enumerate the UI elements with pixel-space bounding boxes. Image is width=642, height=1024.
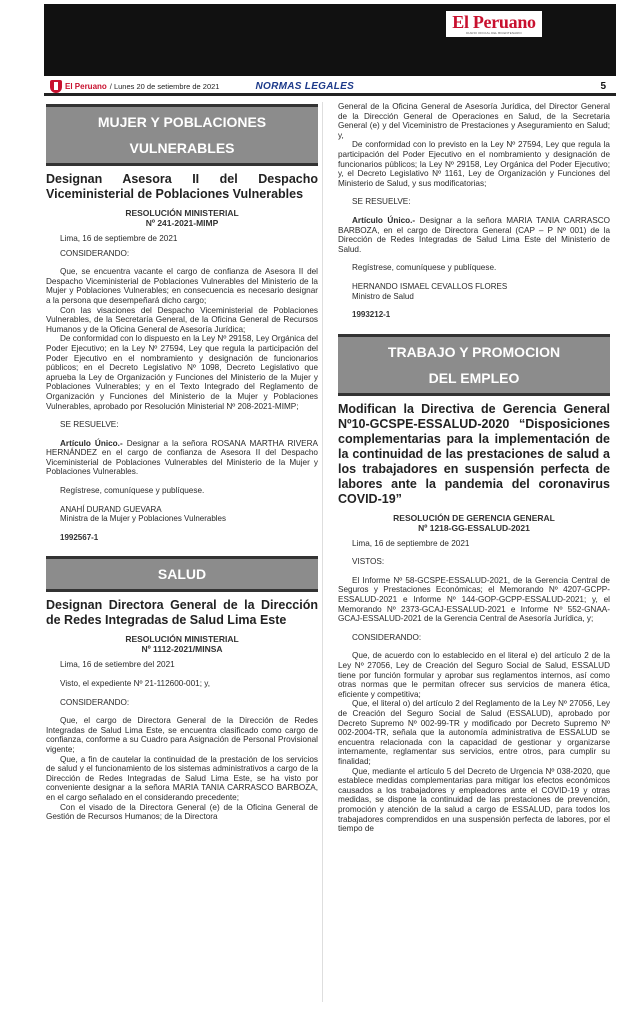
paragraph: Que, de acuerdo con lo establecido en el literal e) del artículo 2 de la Ley Nº 27056, Ley de Creación del Seguro Social de Salud, ESSALUD tiene por función formular y aprobar sus reglamentos internos, así como otras normas que le permitan ofrecer sus servicios de manera ética, eficiente y competitiva; (338, 651, 610, 699)
header-date: / Lunes 20 de setiembre de 2021 (109, 82, 220, 91)
page-number: 5 (600, 81, 606, 92)
paragraph: Que, a fin de cautelar la continuidad de la prestación de los servicios de salud y el funcionamiento de los sistemas administrativos a cargo de la Dirección de Redes Integradas de Salud Lima Este, se ha visto por conveniente designar a la señora MARIA TANIA CARRASCO BARBOZA, en el cargo señalado en el considerando precedente; (46, 754, 318, 802)
paragraph: De conformidad con lo dispuesto en la Ley Nº 29158, Ley Orgánica del Poder Ejecutivo; en la Ley Nº 27594, Ley que regula la participación del Poder Ejecutivo en el nombramiento y designación de funcionarios públicos; en el Decreto Legislativo Nº 1098, Decreto Legislativo que aprueba la Ley de Organización y Funciones del Ministerio de la Mujer y Poblaciones Vulnerables; y en el Texto Integrado del Reglamento de Organización y Funciones del Ministerio de la Mujer y Poblaciones Vulnerables, aprobado por Resolución Ministerial Nº 208-2021-MIMP; (46, 334, 318, 411)
place-date: Lima, 16 de septiembre de 2021 (352, 538, 470, 548)
left-column (46, 104, 318, 822)
considerando-label: CONSIDERANDO: (60, 248, 130, 258)
paragraph: Que, el cargo de Directora General de la Dirección de Redes Integradas de Salud Lima Este, se encuentra clasificado como cargo de confianza, conforme a su Cuadro para Asignación de Personal Provisional vigente; (46, 716, 318, 754)
paragraph: De conformidad con lo previsto en la Ley Nº 27594, Ley que regula la participación del Poder Ejecutivo en el nombramiento y designación de funcionarios públicos; la Ley Nº 29158, Ley Orgánica del Poder Ejecutivo; y, el Decreto Legislativo Nº 1161, Ley de Organización y Funciones del Ministerio de Salud, y sus modificatorias; (338, 140, 610, 188)
article-clause: Artículo Único.- Designar a la señora ROSANA MARTHA RIVERA HERNÁNDEZ en el cargo de confianza de Asesora II del Despacho Viceministerial de Poblaciones Vulnerables del Ministerio de la Mujer y Poblaciones Vulnerables. (46, 438, 318, 477)
article-headline: Designan Directora General de la Dirección de Redes Integradas de Salud Lima Este (46, 598, 318, 628)
resolution-title: RESOLUCIÓN MINISTERIAL Nº 1112-2021/MINSA (125, 634, 239, 655)
section-mujer: MUJER Y POBLACIONES VULNERABLES (46, 104, 318, 166)
section-trabajo: TRABAJO Y PROMOCION DEL EMPLEO (338, 334, 610, 396)
article-clause: Artículo Único.- Designar a la señora MARIA TANIA CARRASCO BARBOZA, en el cargo de Directora General (CAP – P Nº 001) de la Dirección de Redes Integradas de Salud Lima Este del Ministerio de Salud. (338, 215, 610, 254)
considerando-label: CONSIDERANDO: (60, 697, 130, 707)
place-date: Lima, 16 de septiembre de 2021 (60, 234, 178, 243)
signer-name: HERNANDO ISMAEL CEVALLOS FLORES (352, 281, 508, 291)
vistos-label: VISTOS: (352, 557, 385, 567)
coat-of-arms-icon (50, 80, 62, 93)
se-resuelve-label: SE RESUELVE: (352, 197, 411, 207)
closing-formula: Regístrese, comuníquese y publíquese. (60, 486, 205, 496)
paragraph: Con el visado de la Directora General (e) de la Oficina General de Gestión de Recursos Humanos; de la Directora (46, 802, 318, 822)
header-publication: El Peruano (65, 82, 107, 91)
signer-title: Ministro de Salud (352, 291, 414, 301)
page-header (44, 80, 616, 96)
document-code: 1993212-1 (352, 310, 391, 320)
place-date: Lima, 16 de setiembre del 2021 (60, 660, 175, 670)
column-divider (322, 102, 323, 1002)
section-salud: SALUD (46, 556, 318, 592)
signer-title: Ministra de la Mujer y Poblaciones Vulnerables (60, 514, 227, 524)
newspaper-page (44, 4, 616, 1010)
se-resuelve-label: SE RESUELVE: (60, 420, 119, 430)
masthead-band (44, 4, 616, 76)
signer-name: ANAHÍ DURAND GUEVARA (60, 504, 162, 514)
document-code: 1992567-1 (60, 532, 99, 542)
paragraph: El Informe Nº 58-GCSPE-ESSALUD-2021, de la Gerencia Central de Seguros y Prestaciones Económicas; el Memorando Nº 4207-GCPP-ESSALUD-2021 e Informe Nº 144-GOP-GCPP-ESSALUD-2021; y, el Memorando Nº 2373-GCAJ-ESSALUD-2021 e Informe Nº 552-GNAA-GCAJ-ESSALUD-2021 de la Gerencia Central de Asesoría Jurídica, y; (338, 575, 610, 624)
visto-line: Visto, el expediente Nº 21-112600-001; y, (60, 679, 211, 689)
paragraph: Que, mediante el artículo 5 del Decreto de Urgencia Nº 038-2020, que establece medidas complementarias para mitigar los efectos económicos causados a los trabajadores y empleadores ante el COVID-19 y otras medidas, se dispone la continuidad de las prestaciones de prevención, promoción y atención de la salud a cargo de ESSALUD, para todos los trabajadores comprendidos en una suspensión perfecta de labores, por el tiempo de (338, 766, 610, 834)
el-peruano-logo: El Peruano DIARIO OFICIAL DEL BICENTENARIO (446, 11, 542, 37)
article-headline: Designan Asesora II del Despacho Viceministerial de Poblaciones Vulnerables (46, 172, 318, 201)
header-section: NORMAS LEGALES (255, 81, 355, 92)
considerando-label: CONSIDERANDO: (352, 632, 422, 642)
closing-formula: Regístrese, comuníquese y publíquese. (352, 263, 497, 273)
resolution-title: RESOLUCIÓN DE GERENCIA GENERAL Nº 1218-GG-ESSALUD-2021 (393, 512, 555, 533)
resolution-title: RESOLUCIÓN MINISTERIAL Nº 241-2021-MIMP (125, 208, 239, 228)
article-headline: Modifican la Directiva de Gerencia General Nº10-GCSPE-ESSALUD-2020 “Disposiciones complementarias para la implementación de la continuidad de las prestaciones de salud a los trabajadores en suspensión perfecta de labores ante la pandemia del coronavirus COVID-19” (338, 401, 610, 506)
paragraph: General de la Oficina General de Asesoría Jurídica, del Director General de la Dirección General de Operaciones en Salud, de la Secretaria General (e) y del Viceministro de Prestaciones y Aseguramiento en Salud; y, (338, 102, 610, 140)
paragraph: Con las visaciones del Despacho Viceministerial de Poblaciones Vulnerables, de la Secretaría General, de la Oficina General de Recursos Humanos y de la Oficina General de Asesoría Jurídica; (46, 305, 318, 334)
paragraph: Que, se encuentra vacante el cargo de confianza de Asesora II del Despacho Viceministerial de Poblaciones Vulnerables del Ministerio de la Mujer y Poblaciones Vulnerables; en consecuencia es necesario designar a la persona que desempeñará dicho cargo; (46, 267, 318, 305)
right-column (338, 102, 610, 834)
paragraph: Que, el literal o) del artículo 2 del Reglamento de la Ley Nº 27056, Ley de Creación del Seguro Social de Salud (ESSALUD), aprobado por Decreto Supremo Nº 002-99-TR y modificado por Decreto Supremo Nº 002-2004-TR, señala que la autonomía administrativa de ESSALUD se encuentra relacionada con la capacidad de gestionar y organizarse internamente, reglamentar sus servicios, entre otros, para cumplir su finalidad; (338, 699, 610, 766)
